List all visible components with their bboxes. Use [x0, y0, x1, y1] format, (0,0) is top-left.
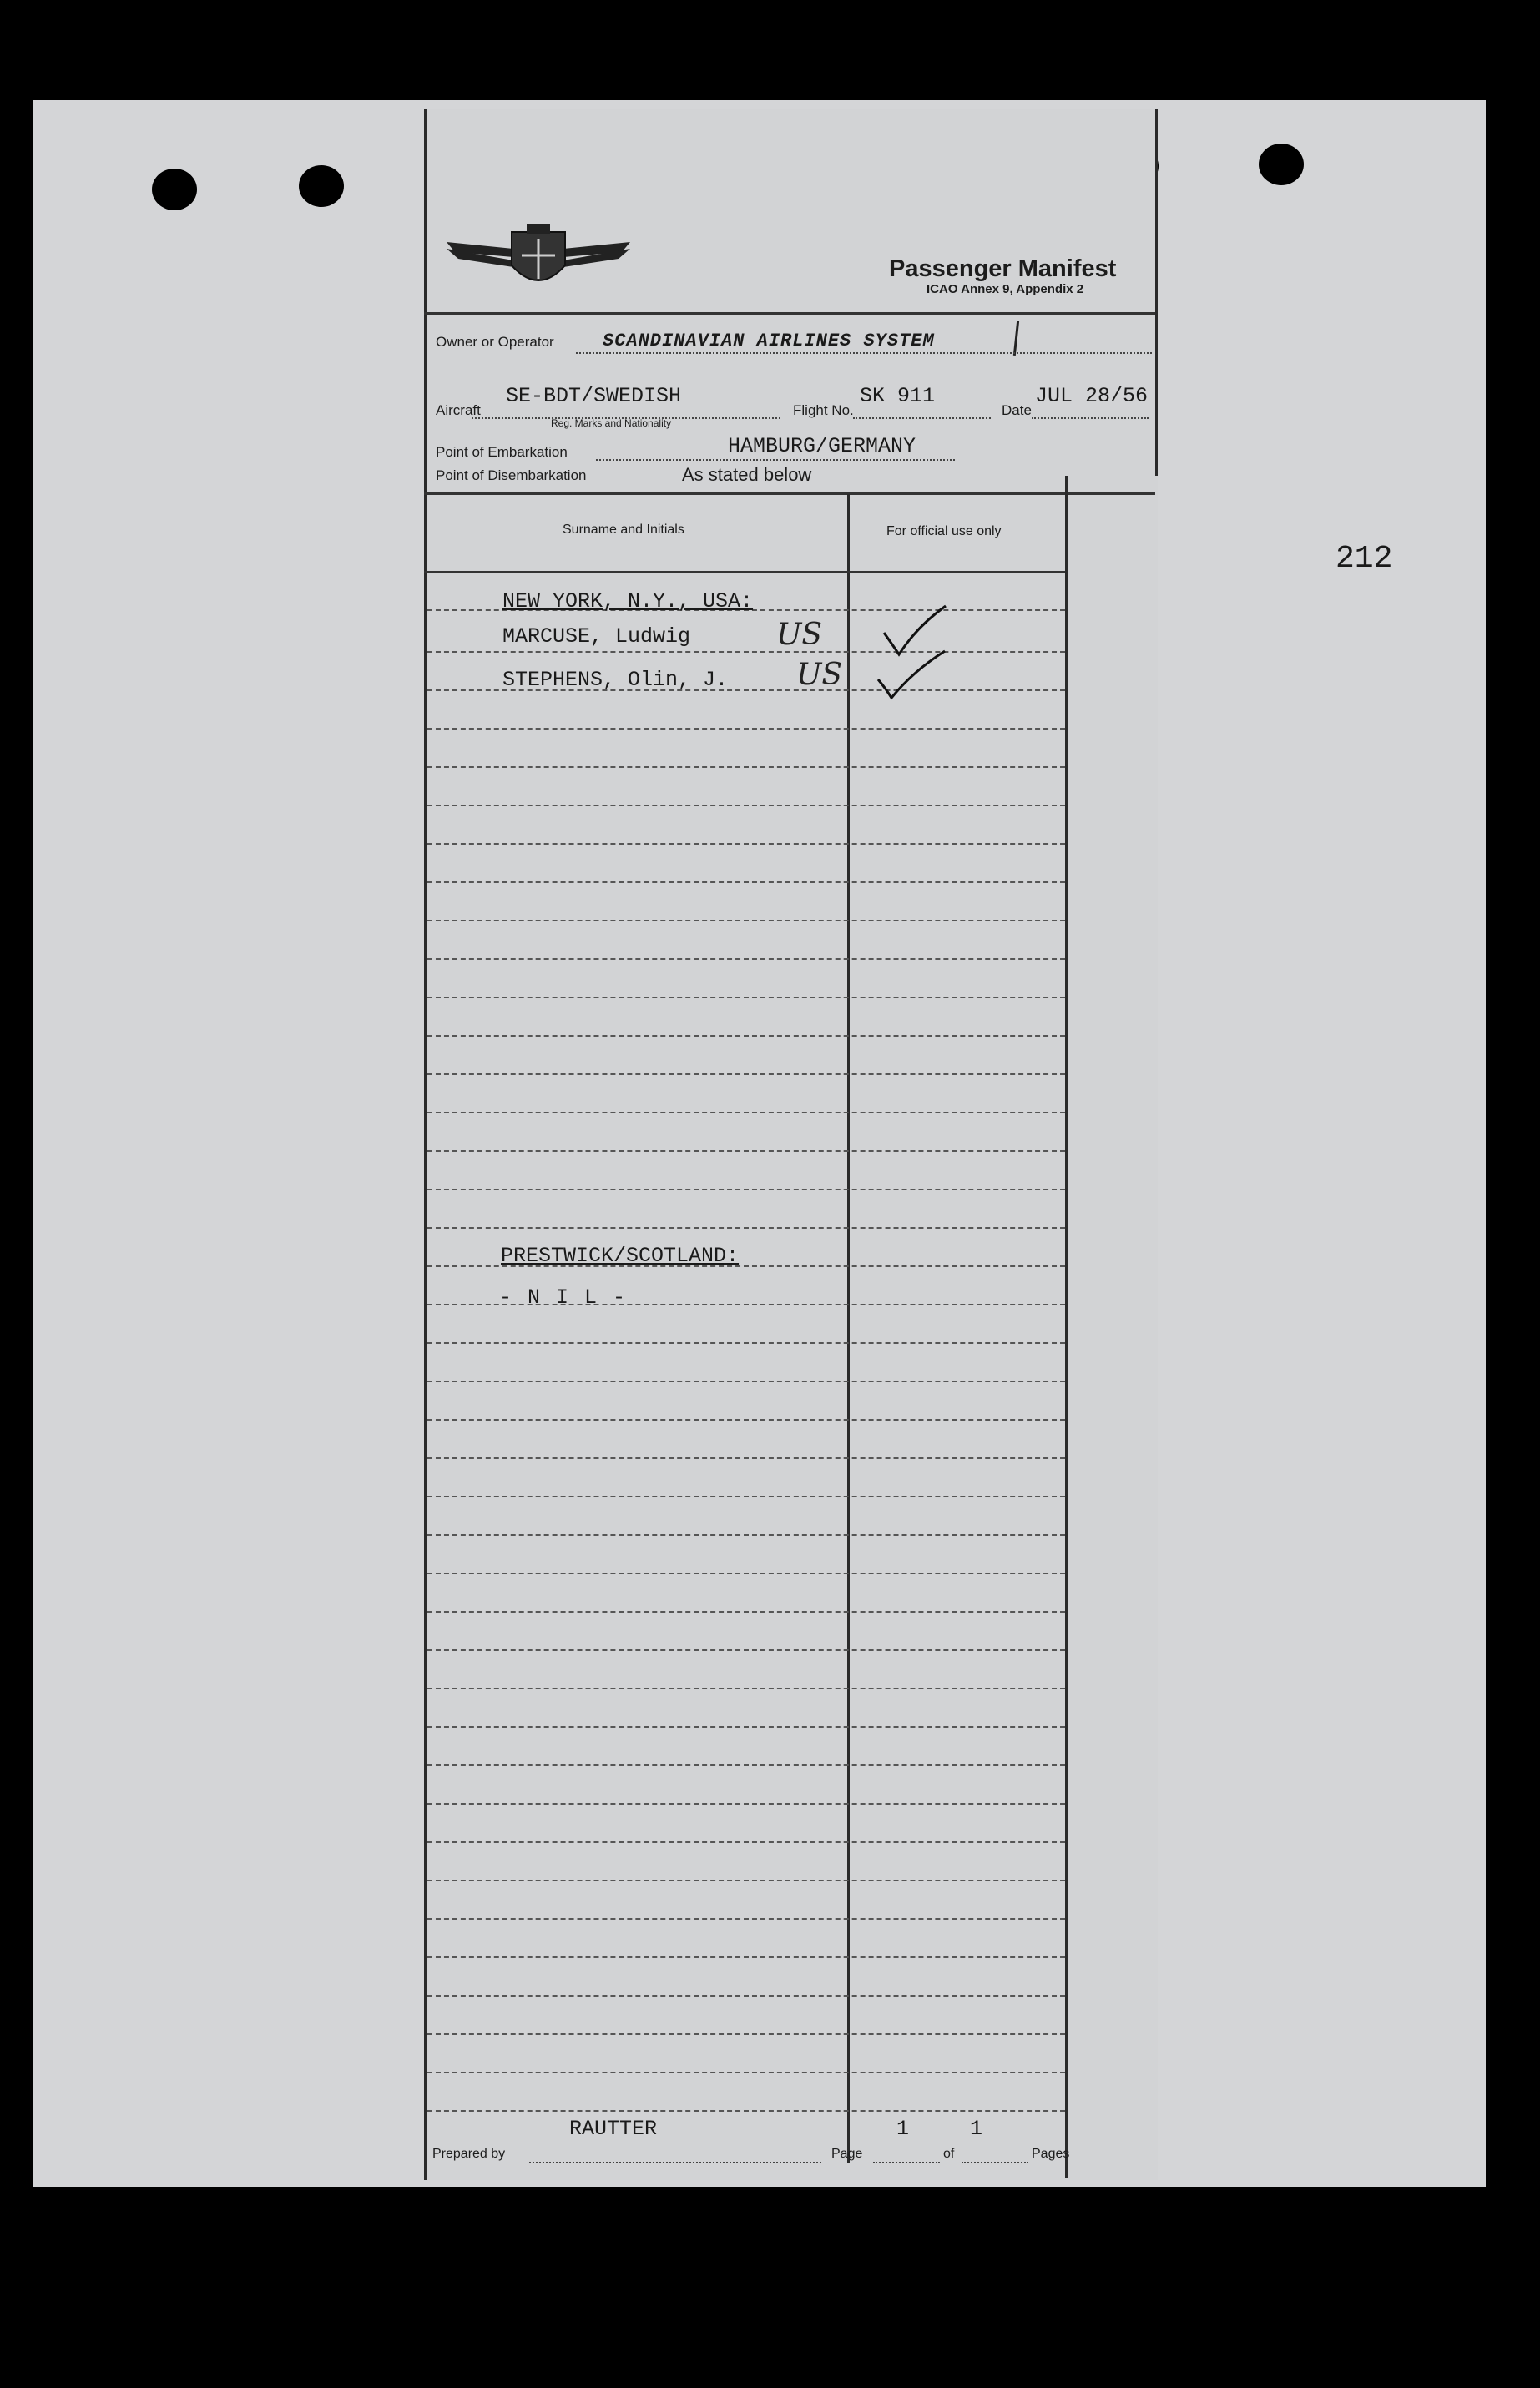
- ruled-line: [427, 1764, 1065, 1766]
- ruled-line: [427, 2033, 1065, 2035]
- page-label: Page: [831, 2147, 863, 2161]
- ruled-line: [427, 1649, 1065, 1651]
- prepared-by-line: [529, 2162, 821, 2163]
- ruled-line: [427, 651, 1065, 653]
- ruled-line: [427, 728, 1065, 730]
- header-rule: [424, 571, 1065, 573]
- airline-logo: [447, 224, 630, 299]
- embark-label: Point of Embarkation: [436, 444, 568, 460]
- ruled-line: [427, 1573, 1065, 1574]
- ruled-line: [427, 2072, 1065, 2073]
- section2-nil: - N I L -: [499, 1285, 628, 1310]
- ruled-line: [427, 1880, 1065, 1881]
- disembark-label: Point of Disembarkation: [436, 467, 587, 483]
- entry-passenger: STEPHENS, Olin, J.: [502, 668, 729, 692]
- owner-label: Owner or Operator: [436, 334, 554, 350]
- date-line: [1032, 417, 1149, 419]
- ruled-line: [427, 1419, 1065, 1421]
- punch-hole: [299, 165, 344, 207]
- flight-value: SK 911: [860, 384, 936, 408]
- form-title: Passenger Manifest: [889, 255, 1117, 282]
- ruled-line: [427, 2110, 1065, 2112]
- ruled-line: [427, 805, 1065, 806]
- flight-line: [853, 417, 991, 419]
- punch-hole: [152, 169, 197, 210]
- ruled-line: [427, 1726, 1065, 1728]
- ruled-line: [427, 1956, 1065, 1958]
- date-value: JUL 28/56: [1035, 384, 1149, 408]
- pages-label: Pages: [1032, 2147, 1070, 2161]
- aircraft-line: [472, 417, 780, 419]
- checkmark-icon: [875, 646, 948, 701]
- ruled-line: [427, 1112, 1065, 1113]
- ruled-line: [427, 1381, 1065, 1382]
- punch-hole: [1259, 144, 1304, 185]
- ruled-line: [427, 1841, 1065, 1843]
- disembark-value: As stated below: [682, 464, 812, 485]
- owner-line: [576, 352, 1152, 354]
- prepared-by-value: RAUTTER: [569, 2117, 658, 2141]
- of-label: of: [943, 2147, 955, 2161]
- ruled-line: [427, 1035, 1065, 1037]
- ruled-line: [427, 1534, 1065, 1536]
- date-label: Date: [1002, 402, 1032, 418]
- entry-destination: NEW YORK, N.Y., USA:: [502, 589, 754, 613]
- ruled-line: [427, 1457, 1065, 1459]
- ruled-line: [427, 1803, 1065, 1805]
- ruled-line: [427, 1496, 1065, 1497]
- entry-passenger: MARCUSE, Ludwig: [502, 624, 691, 649]
- ruled-line: [427, 1688, 1065, 1689]
- page-value: 1: [896, 2117, 910, 2141]
- column-header-official: For official use only: [886, 524, 1002, 538]
- page-line: [873, 2162, 940, 2163]
- owner-value: SCANDINAVIAN AIRLINES SYSTEM: [603, 331, 935, 351]
- page-number: 212: [1336, 541, 1393, 577]
- embark-value: HAMBURG/GERMANY: [728, 434, 916, 458]
- prepared-by-label: Prepared by: [432, 2147, 506, 2161]
- ruled-line: [427, 997, 1065, 998]
- ruled-line: [427, 1150, 1065, 1152]
- aircraft-value: SE-BDT/SWEDISH: [506, 384, 682, 408]
- ruled-line: [427, 1995, 1065, 1997]
- form-right-edge: [1065, 476, 1068, 2178]
- column-header-name: Surname and Initials: [563, 523, 684, 537]
- ruled-line: [427, 1073, 1065, 1075]
- ruled-line: [427, 958, 1065, 960]
- entry-nationality: US: [776, 618, 823, 652]
- flight-label: Flight No.: [793, 402, 854, 418]
- ruled-line: [427, 1918, 1065, 1920]
- table-top-rule: [424, 492, 1155, 495]
- ruled-line: [427, 1611, 1065, 1613]
- ruled-line: [427, 920, 1065, 921]
- header-divider: [424, 312, 1155, 315]
- section2-destination: PRESTWICK/SCOTLAND:: [501, 1244, 740, 1268]
- ruled-line: [427, 881, 1065, 883]
- aircraft-label: Aircraft: [436, 402, 481, 418]
- ruled-line: [427, 843, 1065, 845]
- ruled-line: [427, 766, 1065, 768]
- entry-nationality: US: [796, 658, 843, 692]
- ruled-line: [427, 1342, 1065, 1344]
- embark-line: [596, 459, 955, 461]
- of-line: [962, 2162, 1028, 2163]
- column-divider: [847, 494, 850, 2163]
- ruled-line: [427, 1189, 1065, 1190]
- page-total-value: 1: [970, 2117, 983, 2141]
- ruled-line: [427, 1227, 1065, 1229]
- reg-caption: Reg. Marks and Nationality: [551, 417, 672, 429]
- form-subtitle: ICAO Annex 9, Appendix 2: [927, 282, 1084, 296]
